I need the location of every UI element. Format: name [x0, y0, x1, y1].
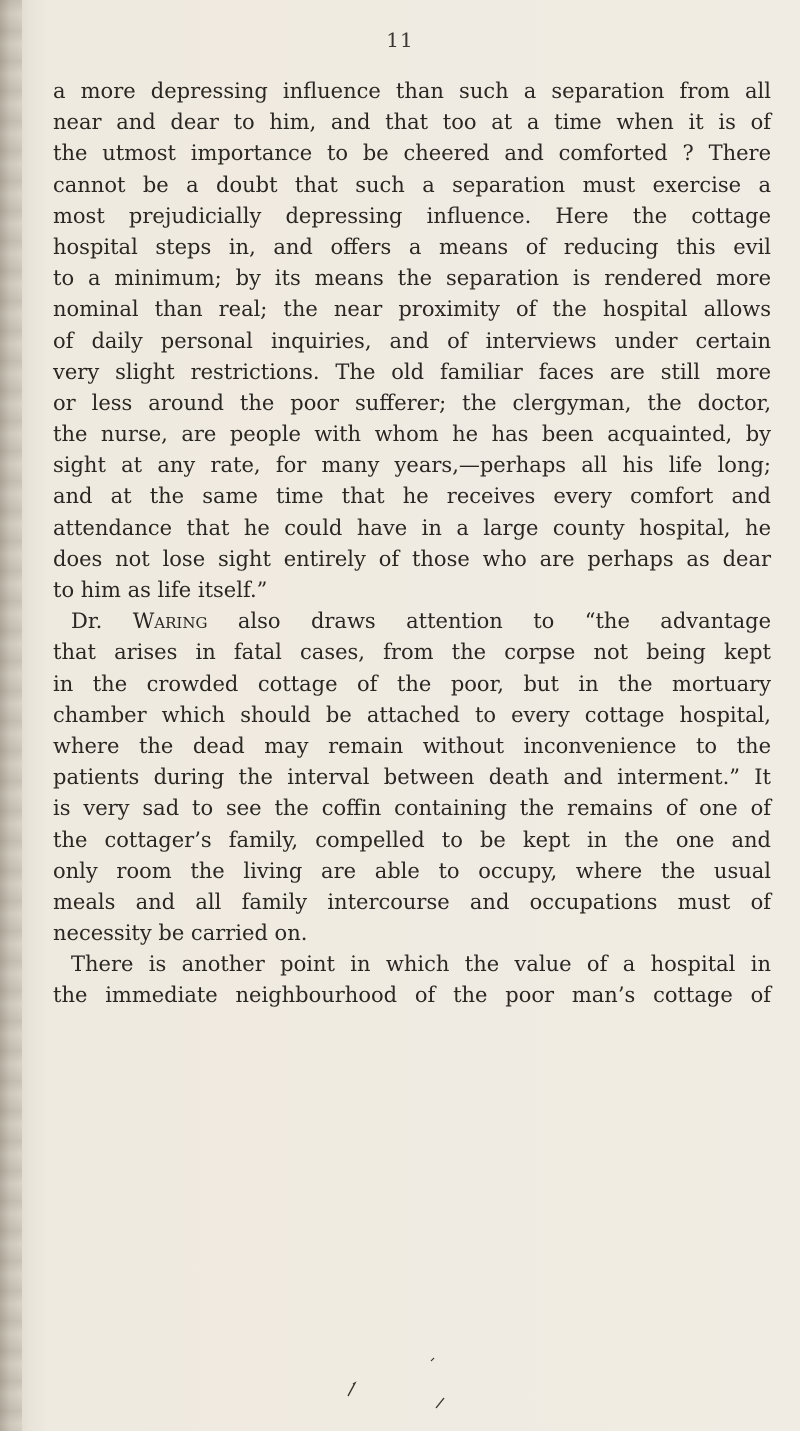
para2-first-rest: also draws attention to “the advantage: [207, 609, 772, 634]
text-line-15: attendance that he could have in a large county hospital, he: [53, 515, 771, 540]
text-line-13: sight at any rate, for many years,—perhaps all his life long;: [53, 453, 771, 478]
para2-line-3: chamber which should be attached to every cottage hospital,: [53, 702, 771, 727]
para2-line-8: only room the living are able to occupy, where the usual: [53, 858, 771, 883]
text-line-4: cannot be a doubt that such a separation must exercise a: [53, 172, 771, 197]
author-name: Waring: [132, 609, 208, 634]
text-line-16: does not lose sight entirely of those who are perhaps as dear: [53, 546, 771, 571]
paragraph-2-first-line: [53, 606, 771, 637]
text-line-17: to him as life itself.”: [53, 578, 268, 602]
body-text: [53, 76, 771, 1012]
para2-line-2: in the crowded cottage of the poor, but in the mortuary: [53, 671, 771, 696]
text-line-9: of daily personal inquiries, and of interviews under certain: [53, 328, 771, 353]
stray-mark-bottom: [436, 1398, 444, 1408]
text-line-11: or less around the poor sufferer; the clergyman, the doctor,: [53, 390, 771, 415]
para2-line-10: necessity be carried on.: [53, 921, 308, 946]
text-line-3: the utmost importance to be cheered and comforted ? There: [53, 141, 771, 166]
para2-line-4: where the dead may remain without inconvenience to the: [53, 733, 771, 758]
text-line-12: the nurse, are people with whom he has been acquainted, by: [53, 422, 771, 447]
para2-line-5: patients during the interval between death and interment.” It: [53, 765, 771, 790]
text-line-10: very slight restrictions. The old familiar faces are still more: [53, 359, 771, 384]
para2-line-7: the cottager’s family, compelled to be kept in the one and: [53, 827, 771, 852]
text-line-14: and at the same time that he receives every comfort and: [53, 484, 771, 509]
para2-prefix: Dr.: [71, 609, 133, 634]
para2-line-1: that arises in fatal cases, from the corpse not being kept: [53, 640, 771, 665]
text-line-1: a more depressing influence than such a separation from all: [53, 79, 771, 103]
para3-line-1: There is another point in which the value of a hospital in: [71, 952, 771, 977]
page-edge-shadow: [0, 0, 22, 1431]
text-line-7: to a minimum; by its means the separation is rendered more: [53, 266, 771, 291]
stray-mark-top: [348, 1383, 355, 1396]
text-line-6: hospital steps in, and offers a means of reducing this evil: [53, 234, 771, 259]
stray-mark-small: [431, 1358, 434, 1361]
para2-line-9: meals and all family intercourse and occupations must of: [53, 889, 771, 914]
text-line-2: near and dear to him, and that too at a time when it is of: [53, 110, 771, 135]
text-line-5: most prejudicially depressing influence. Here the cottage: [53, 203, 771, 228]
page-number: 11: [386, 28, 414, 52]
para2-line-6: is very sad to see the coffin containing the remains of one of: [53, 796, 771, 821]
text-line-8: nominal than real; the near proximity of the hospital allows: [53, 297, 771, 322]
para3-line-2: the immediate neighbourhood of the poor man’s cottage of: [53, 983, 771, 1008]
